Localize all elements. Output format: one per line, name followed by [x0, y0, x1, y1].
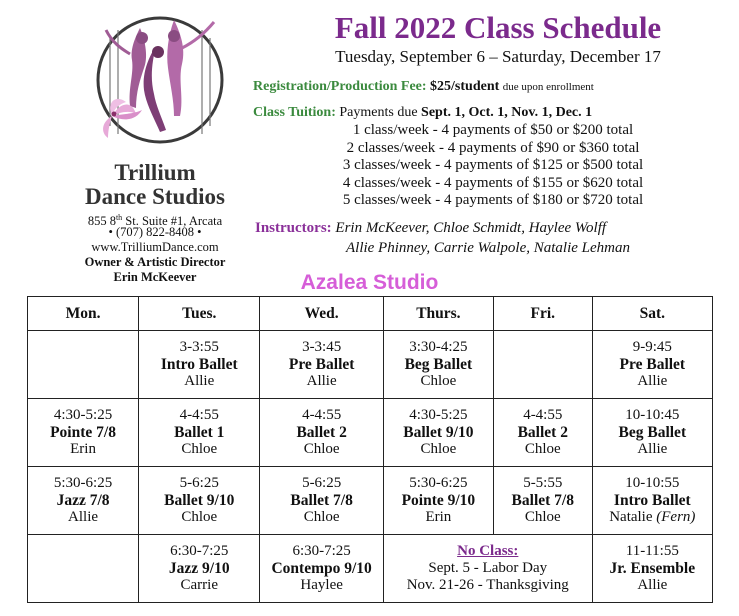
class-time: 10-10:45 [625, 407, 680, 423]
class-name: Ballet 7/8 [511, 492, 574, 509]
day-header-thu: Thurs. [383, 297, 493, 331]
class-time: 4-4:55 [523, 407, 563, 423]
class-cell [260, 535, 383, 603]
class-teacher: Erin [425, 509, 452, 525]
class-teacher: Chloe [524, 509, 561, 525]
class-name: Jr. Ensemble [609, 560, 696, 577]
class-cell [592, 535, 712, 603]
tuition-header [253, 104, 592, 121]
class-name: Ballet 7/8 [290, 492, 353, 509]
class-time: 5-6:25 [302, 475, 342, 491]
studio-phone: • (707) 822-8408 • [108, 225, 202, 239]
day-header-row [28, 297, 713, 331]
empty-cell [493, 331, 592, 399]
tuition-list [253, 122, 733, 210]
class-cell [383, 331, 493, 399]
instructors-line2: Allie Phinney, Carrie Walpole, Natalie Lehman [345, 240, 630, 256]
schedule-row [28, 331, 713, 399]
class-name: Intro Ballet [613, 492, 691, 509]
day-header-tue: Tues. [139, 297, 260, 331]
class-cell [493, 467, 592, 535]
class-name: Pointe 9/10 [401, 492, 476, 509]
schedule-table [27, 296, 713, 603]
class-teacher: Allie [637, 441, 668, 457]
class-teacher: Allie [637, 577, 668, 593]
class-teacher: Chloe [181, 509, 218, 525]
schedule-row [28, 467, 713, 535]
tuition-due-dates: Sept. 1, Oct. 1, Nov. 1, Dec. 1 [421, 105, 593, 120]
address-prefix: 855 8 [87, 214, 116, 229]
day-header-wed: Wed. [260, 297, 383, 331]
address-suffix: St. Suite #1, Arcata [122, 214, 223, 229]
studio-name-line1: Trillium [114, 160, 196, 185]
class-cell [139, 399, 260, 467]
class-time: 9-9:45 [632, 339, 672, 355]
instructors-line1 [255, 219, 606, 238]
instructors-names-1: Erin McKeever, Chloe Schmidt, Haylee Wolff [335, 220, 607, 236]
director-name: Erin McKeever [113, 270, 197, 284]
class-time: 3:30-4:25 [409, 339, 468, 355]
class-cell [592, 467, 712, 535]
tuition-line: 5 classes/week - 4 payments of $180 or $720 total [342, 192, 644, 209]
registration-fee [253, 78, 594, 96]
instructors-label: Instructors: [255, 220, 332, 236]
class-teacher: Chloe [181, 441, 218, 457]
class-teacher: Allie [306, 373, 337, 389]
class-name: Ballet 1 [174, 424, 225, 441]
class-teacher: Chloe [420, 373, 457, 389]
class-name: Beg Ballet [404, 356, 473, 373]
class-name: Ballet 9/10 [403, 424, 474, 441]
class-time: 11-11:55 [625, 543, 679, 559]
class-teacher: Allie [637, 373, 668, 389]
class-cell [260, 399, 383, 467]
day-header-mon: Mon. [28, 297, 139, 331]
no-class-line: Sept. 5 - Labor Day [428, 560, 548, 576]
class-name: Ballet 9/10 [164, 492, 235, 509]
fee-label: Registration/Production Fee: [253, 79, 427, 94]
class-cell [139, 535, 260, 603]
class-teacher: Chloe [524, 441, 561, 457]
day-header-sat: Sat. [592, 297, 712, 331]
studio-name-line2: Dance Studios [85, 184, 225, 209]
page-title: Fall 2022 Class Schedule [334, 10, 662, 45]
class-teacher: Allie [68, 509, 99, 525]
class-name: Jazz 7/8 [56, 492, 110, 509]
class-teacher: Chloe [420, 441, 457, 457]
class-time: 5:30-6:25 [409, 475, 468, 491]
teacher-nickname: (Fern) [656, 509, 696, 525]
class-time: 3-3:45 [302, 339, 342, 355]
class-teacher: Chloe [303, 509, 340, 525]
class-cell [139, 331, 260, 399]
tuition-line: 4 classes/week - 4 payments of $155 or $620 total [342, 174, 644, 191]
class-name: Pointe 7/8 [50, 424, 116, 441]
tuition-label: Class Tuition: [253, 105, 336, 120]
schedule-row [28, 535, 713, 603]
class-time: 4-4:55 [302, 407, 342, 423]
class-teacher: Allie [184, 373, 215, 389]
class-name: Ballet 2 [296, 424, 347, 441]
no-class-notice [383, 535, 592, 603]
address-ordinal: th [115, 213, 123, 222]
class-teacher: Carrie [180, 577, 218, 593]
tuition-line: 1 class/week - 4 payments of $50 or $200 total [352, 122, 634, 138]
class-cell [28, 399, 139, 467]
class-time: 4:30-5:25 [53, 407, 113, 423]
studio-website: www.TrilliumDance.com [91, 240, 219, 254]
class-cell [592, 331, 712, 399]
no-class-title: No Class: [457, 543, 519, 559]
dancers-logo-graphic [70, 8, 250, 158]
class-name: Beg Ballet [618, 424, 687, 441]
class-time: 10-10:55 [625, 475, 680, 491]
no-class-line: Nov. 21-26 - Thanksgiving [406, 577, 569, 593]
class-name: Intro Ballet [160, 356, 238, 373]
class-time: 5-5:55 [523, 475, 563, 491]
class-time: 6:30-7:25 [292, 543, 351, 559]
class-time: 5-6:25 [179, 475, 219, 491]
class-teacher: Natalie (Fern) [609, 509, 696, 525]
class-cell [260, 331, 383, 399]
day-header-fri: Fri. [493, 297, 592, 331]
class-name: Contempo 9/10 [271, 560, 372, 577]
class-time: 3-3:55 [179, 339, 219, 355]
class-name: Ballet 2 [517, 424, 568, 441]
class-name: Pre Ballet [288, 356, 355, 373]
class-name: Jazz 9/10 [168, 560, 230, 577]
tuition-intro: Payments due [339, 105, 418, 120]
class-time: 5:30-6:25 [53, 475, 113, 491]
class-cell [592, 399, 712, 467]
tuition-line: 3 classes/week - 4 payments of $125 or $500 total [342, 157, 644, 174]
class-time: 4:30-5:25 [409, 407, 468, 423]
class-cell [493, 399, 592, 467]
class-teacher: Haylee [300, 577, 343, 593]
director-role: Owner & Artistic Director [84, 255, 226, 269]
class-cell [260, 467, 383, 535]
class-cell [139, 467, 260, 535]
fee-note: due upon enrollment [502, 81, 594, 93]
class-cell [383, 467, 493, 535]
class-name: Pre Ballet [619, 356, 686, 373]
schedule-row [28, 399, 713, 467]
empty-cell [28, 331, 139, 399]
class-teacher: Erin [70, 441, 96, 457]
session-dates: Tuesday, September 6 – Saturday, December 17 [335, 47, 661, 66]
studio-logo [70, 8, 250, 158]
class-teacher: Chloe [303, 441, 340, 457]
class-cell [28, 467, 139, 535]
class-cell [383, 399, 493, 467]
fee-amount: $25/student [430, 79, 500, 94]
room-title: Azalea Studio [300, 271, 439, 294]
empty-cell [28, 535, 139, 603]
class-time: 4-4:55 [179, 407, 219, 423]
class-time: 6:30-7:25 [170, 543, 229, 559]
tuition-line: 2 classes/week - 4 payments of $90 or $360 total [346, 139, 640, 156]
